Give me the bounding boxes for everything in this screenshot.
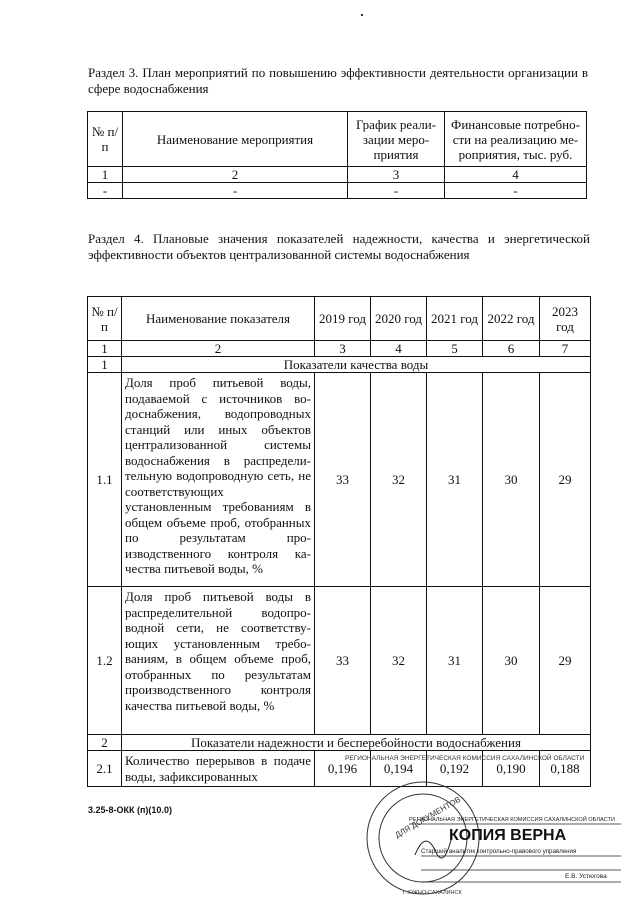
- seal-city: г. ЮЖНО-САХАЛИНСК: [403, 890, 462, 896]
- indicator-name: Количество перерывов в подаче воды, зафиксированных: [122, 751, 315, 787]
- row-number: 2.1: [88, 751, 122, 787]
- value-cell: 0,194: [371, 751, 427, 787]
- header-cell: № п/п: [88, 297, 122, 341]
- section3-table: [87, 111, 587, 199]
- header-cell: Наименование показателя: [122, 297, 315, 341]
- stamp-organization: РЕГИОНАЛЬНАЯ ЭНЕРГЕТИЧЕСКАЯ КОМИССИЯ САХАЛИНСКОЙ ОБЛАСТИ: [409, 817, 615, 823]
- table-header-row: [88, 297, 591, 341]
- header-cell: 2023 год: [540, 297, 591, 341]
- stamp-copy-certified: КОПИЯ ВЕРНА: [449, 827, 567, 844]
- value-cell: 30: [483, 587, 540, 735]
- certification-stamp: [345, 755, 625, 900]
- table-row: [88, 167, 587, 183]
- value-cell: 0,192: [427, 751, 483, 787]
- value-cell: 0,188: [540, 751, 591, 787]
- value-cell: 29: [540, 587, 591, 735]
- col-number: 5: [427, 341, 483, 357]
- col-number: 3: [315, 341, 371, 357]
- value-cell: 30: [483, 373, 540, 587]
- row-number: 1.2: [88, 587, 122, 735]
- header-cell: Финансовые потребности на реализацию мероприятия, тыс. руб.: [445, 112, 587, 167]
- col-number: 2: [122, 341, 315, 357]
- table-cell: -: [123, 183, 348, 199]
- value-cell: 33: [315, 587, 371, 735]
- speck: [361, 14, 363, 16]
- value-cell: 33: [315, 373, 371, 587]
- seal-ring-text: РЕГИОНАЛЬНАЯ ЭНЕРГЕТИЧЕСКАЯ КОМИССИЯ САХАЛИНСКОЙ ОБЛАСТИ: [345, 755, 585, 762]
- stamp-signer: Е.В. Устюгова: [565, 873, 607, 880]
- group-number: 2: [88, 735, 122, 751]
- group-title: Показатели надежности и бесперебойности водоснабжения: [122, 735, 591, 751]
- table-row: [88, 587, 591, 735]
- col-number: 1: [88, 341, 122, 357]
- row-number: 1.1: [88, 373, 122, 587]
- group-row: [88, 735, 591, 751]
- value-cell: 32: [371, 587, 427, 735]
- col-number: 2: [123, 167, 348, 183]
- col-number: 1: [88, 167, 123, 183]
- group-row: [88, 357, 591, 373]
- header-cell: Наименование мероприятия: [123, 112, 348, 167]
- header-cell: 2020 год: [371, 297, 427, 341]
- table-row: [88, 373, 591, 587]
- stamp-position: Старший аналитик контрольно-правового управления: [421, 848, 577, 855]
- table-cell: -: [348, 183, 445, 199]
- col-number: 4: [371, 341, 427, 357]
- table-row: [88, 341, 591, 357]
- value-cell: 29: [540, 373, 591, 587]
- section4-table: [87, 296, 591, 787]
- header-cell: 2022 год: [483, 297, 540, 341]
- col-number: 6: [483, 341, 540, 357]
- col-number: 4: [445, 167, 587, 183]
- group-number: 1: [88, 357, 122, 373]
- document-code: 3.25-8-ОКК (п)(10.0): [88, 805, 172, 815]
- indicator-name: Доля проб питьевой воды в распределительной водопроводной сети, не соответствующих установленным требованиям, в общем объеме проб, отобранных по результатам производственного контроля качества питьевой воды, %: [122, 587, 315, 735]
- table-cell: -: [88, 183, 123, 199]
- table-row: [88, 183, 587, 199]
- header-cell: 2019 год: [315, 297, 371, 341]
- value-cell: 32: [371, 373, 427, 587]
- value-cell: 31: [427, 373, 483, 587]
- table-header-row: [88, 112, 587, 167]
- header-cell: № п/п: [88, 112, 123, 167]
- table-cell: -: [445, 183, 587, 199]
- section3-heading: Раздел 3. План мероприятий по повышению эффективности деятельности организации в сфере водоснабжения: [88, 65, 588, 96]
- group-title: Показатели качества воды: [122, 357, 591, 373]
- section4-heading: Раздел 4. Плановые значения показателей надежности, качества и энергетической эффективности объектов централизованной системы водоснабжения: [88, 231, 590, 262]
- col-number: 7: [540, 341, 591, 357]
- indicator-name: Доля проб питьевой воды, подаваемой с источников водоснабжения, водопроводных станций или иных объектов централизованной системы водоснабжения в распределительную водопроводную сеть, не соответствующих установленным требованиям в общем объеме проб, отобранных по результатам производственного контроля качества питьевой воды, %: [122, 373, 315, 587]
- header-cell: 2021 год: [427, 297, 483, 341]
- col-number: 3: [348, 167, 445, 183]
- value-cell: 0,196: [315, 751, 371, 787]
- value-cell: 31: [427, 587, 483, 735]
- value-cell: 0,190: [483, 751, 540, 787]
- seal-for-documents: ДЛЯ ДОКУМЕНТОВ: [393, 794, 463, 840]
- header-cell: График реализации мероприятия: [348, 112, 445, 167]
